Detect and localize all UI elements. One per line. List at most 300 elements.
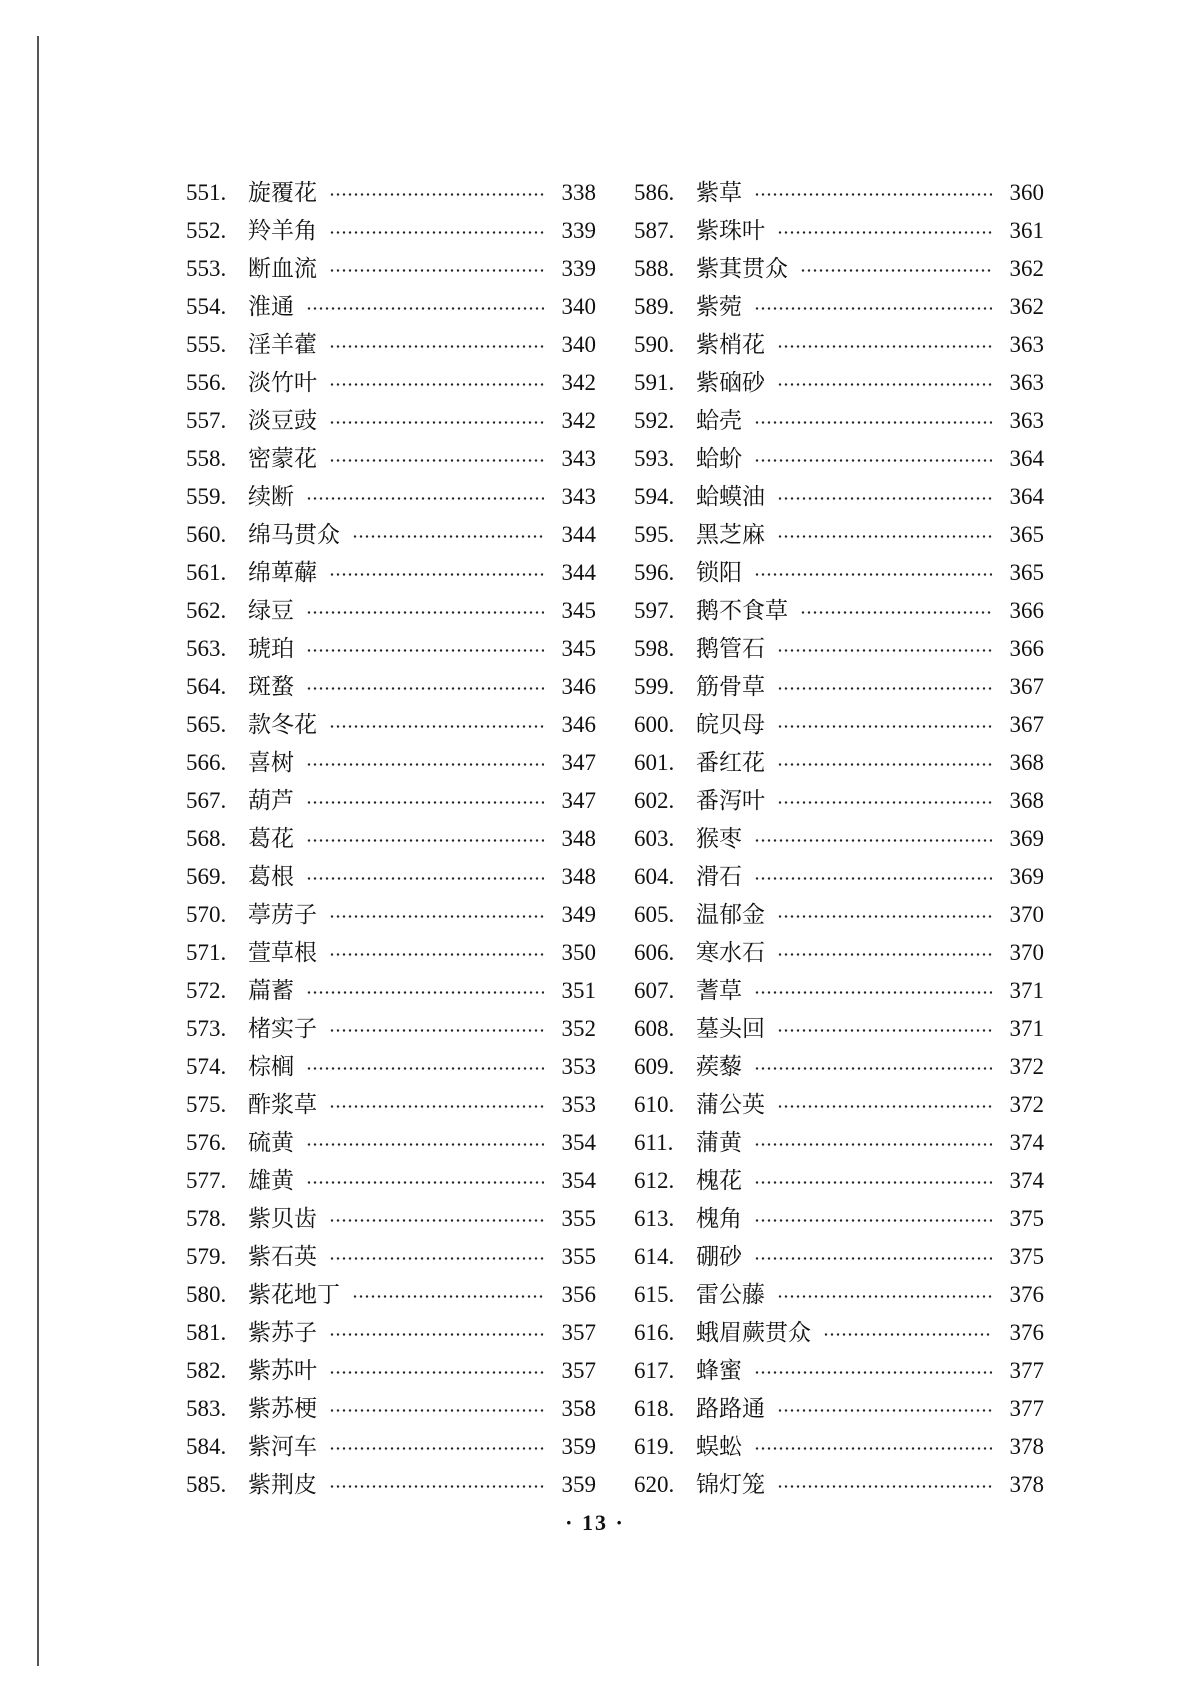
entry-title: 紫苏子 — [248, 1320, 317, 1346]
dot-leader — [329, 1219, 544, 1222]
entry-page-number: 362 — [1009, 256, 1044, 281]
entry-page-number: 367 — [1009, 674, 1044, 699]
entry-number: 587. — [634, 218, 675, 243]
entry-page-number: 338 — [561, 180, 596, 205]
toc-entry — [634, 1352, 1044, 1390]
entry-page-number: 359 — [561, 1472, 596, 1497]
dot-leader — [800, 269, 992, 272]
toc-entry — [634, 212, 1044, 250]
dot-leader — [329, 383, 544, 386]
entry-page-number: 343 — [561, 484, 596, 509]
toc-entry — [186, 364, 596, 402]
dot-leader — [754, 421, 992, 424]
dot-leader — [777, 725, 992, 728]
toc-entry — [186, 1086, 596, 1124]
entry-number: 619. — [634, 1434, 675, 1459]
entry-page-number: 363 — [1009, 370, 1044, 395]
dot-leader — [306, 877, 544, 880]
entry-page-number: 370 — [1009, 940, 1044, 965]
entry-number: 556. — [186, 370, 227, 395]
entry-page-number: 357 — [561, 1358, 596, 1383]
entry-number: 611. — [634, 1130, 674, 1155]
toc-entry — [186, 630, 596, 668]
dot-leader — [352, 1295, 544, 1298]
entry-number: 555. — [186, 332, 227, 357]
entry-title: 淫羊藿 — [248, 332, 317, 358]
toc-entry — [634, 858, 1044, 896]
entry-page-number: 370 — [1009, 902, 1044, 927]
entry-title: 酢浆草 — [248, 1092, 317, 1118]
entry-number: 592. — [634, 408, 675, 433]
entry-title: 蛤蚧 — [696, 446, 742, 472]
entry-page-number: 353 — [561, 1054, 596, 1079]
dot-leader — [754, 877, 992, 880]
dot-leader — [352, 535, 544, 538]
toc-entry — [634, 706, 1044, 744]
entry-page-number: 340 — [561, 294, 596, 319]
entry-number: 586. — [634, 180, 675, 205]
dot-leader — [306, 497, 544, 500]
entry-number: 607. — [634, 978, 675, 1003]
entry-title: 款冬花 — [248, 712, 317, 738]
entry-title: 槐花 — [696, 1168, 742, 1194]
toc-entry — [634, 1276, 1044, 1314]
toc-entry — [634, 1466, 1044, 1504]
toc-column-right — [634, 174, 1044, 1504]
entry-title: 筋骨草 — [696, 674, 765, 700]
entry-number: 617. — [634, 1358, 675, 1383]
entry-number: 581. — [186, 1320, 227, 1345]
dot-leader — [329, 953, 544, 956]
entry-number: 568. — [186, 826, 227, 851]
dot-leader — [754, 839, 992, 842]
entry-page-number: 340 — [561, 332, 596, 357]
entry-title: 蒺藜 — [696, 1054, 742, 1080]
dot-leader — [329, 231, 544, 234]
dot-leader — [754, 573, 992, 576]
toc-entry — [186, 478, 596, 516]
toc-entry — [634, 1238, 1044, 1276]
dot-leader — [329, 1409, 544, 1412]
dot-leader — [329, 345, 544, 348]
dot-leader — [329, 421, 544, 424]
toc-entry — [634, 972, 1044, 1010]
entry-page-number: 377 — [1009, 1396, 1044, 1421]
entry-page-number: 357 — [561, 1320, 596, 1345]
entry-title: 绵萆薢 — [248, 560, 317, 586]
entry-title: 琥珀 — [248, 636, 294, 662]
entry-number: 594. — [634, 484, 675, 509]
toc-entry — [634, 896, 1044, 934]
entry-number: 595. — [634, 522, 675, 547]
entry-number: 554. — [186, 294, 227, 319]
entry-number: 614. — [634, 1244, 675, 1269]
entry-title: 雄黄 — [248, 1168, 294, 1194]
entry-title: 滑石 — [696, 864, 742, 890]
entry-title: 鹅不食草 — [696, 598, 788, 624]
toc-entry — [634, 288, 1044, 326]
dot-leader — [306, 687, 544, 690]
entry-title: 蒲公英 — [696, 1092, 765, 1118]
dot-leader — [329, 1371, 544, 1374]
entry-number: 574. — [186, 1054, 227, 1079]
entry-number: 580. — [186, 1282, 227, 1307]
dot-leader — [754, 991, 992, 994]
entry-title: 蒲黄 — [696, 1130, 742, 1156]
entry-number: 561. — [186, 560, 227, 585]
entry-page-number: 345 — [561, 598, 596, 623]
entry-title: 葛花 — [248, 826, 294, 852]
entry-title: 紫梢花 — [696, 332, 765, 358]
entry-number: 616. — [634, 1320, 675, 1345]
entry-number: 606. — [634, 940, 675, 965]
toc-entry — [634, 174, 1044, 212]
entry-number: 567. — [186, 788, 227, 813]
entry-number: 615. — [634, 1282, 675, 1307]
entry-number: 596. — [634, 560, 675, 585]
entry-title: 蜂蜜 — [696, 1358, 742, 1384]
dot-leader — [306, 1181, 544, 1184]
page-margin-line — [37, 36, 39, 1666]
dot-leader — [329, 725, 544, 728]
entry-title: 猴枣 — [696, 826, 742, 852]
entry-number: 591. — [634, 370, 675, 395]
dot-leader — [329, 1257, 544, 1260]
toc-entry — [186, 820, 596, 858]
entry-number: 564. — [186, 674, 227, 699]
entry-page-number: 346 — [561, 712, 596, 737]
entry-number: 558. — [186, 446, 227, 471]
entry-page-number: 363 — [1009, 408, 1044, 433]
dot-leader — [306, 1067, 544, 1070]
entry-title: 寒水石 — [696, 940, 765, 966]
toc-entry — [186, 174, 596, 212]
entry-number: 573. — [186, 1016, 227, 1041]
entry-page-number: 366 — [1009, 636, 1044, 661]
entry-number: 584. — [186, 1434, 227, 1459]
dot-leader — [306, 839, 544, 842]
toc-entry — [186, 1124, 596, 1162]
dot-leader — [777, 953, 992, 956]
entry-title: 萹蓄 — [248, 978, 294, 1004]
toc-entry — [634, 668, 1044, 706]
entry-title: 萱草根 — [248, 940, 317, 966]
dot-leader — [777, 915, 992, 918]
entry-title: 淮通 — [248, 294, 294, 320]
dot-leader — [777, 231, 992, 234]
entry-number: 578. — [186, 1206, 227, 1231]
toc-entry — [186, 1314, 596, 1352]
entry-title: 楮实子 — [248, 1016, 317, 1042]
entry-page-number: 351 — [561, 978, 596, 1003]
entry-page-number: 377 — [1009, 1358, 1044, 1383]
entry-number: 552. — [186, 218, 227, 243]
toc-entry — [186, 782, 596, 820]
toc-entry — [186, 858, 596, 896]
dot-leader — [754, 193, 992, 196]
dot-leader — [754, 1257, 992, 1260]
entry-title: 紫荆皮 — [248, 1472, 317, 1498]
entry-number: 560. — [186, 522, 227, 547]
dot-leader — [777, 345, 992, 348]
entry-page-number: 355 — [561, 1244, 596, 1269]
entry-page-number: 342 — [561, 408, 596, 433]
entry-number: 609. — [634, 1054, 675, 1079]
toc-entry — [634, 1162, 1044, 1200]
entry-title: 续断 — [248, 484, 294, 510]
entry-page-number: 360 — [1009, 180, 1044, 205]
entry-page-number: 348 — [561, 826, 596, 851]
toc-entry — [186, 1162, 596, 1200]
entry-page-number: 376 — [1009, 1320, 1044, 1345]
entry-page-number: 368 — [1009, 788, 1044, 813]
entry-number: 585. — [186, 1472, 227, 1497]
entry-page-number: 365 — [1009, 560, 1044, 585]
dot-leader — [754, 1371, 992, 1374]
entry-title: 淡竹叶 — [248, 370, 317, 396]
entry-number: 553. — [186, 256, 227, 281]
entry-title: 紫贝齿 — [248, 1206, 317, 1232]
entry-title: 斑蝥 — [248, 674, 294, 700]
entry-number: 598. — [634, 636, 675, 661]
toc-entry — [634, 1314, 1044, 1352]
dot-leader — [777, 763, 992, 766]
dot-leader — [329, 269, 544, 272]
entry-title: 蛤蟆油 — [696, 484, 765, 510]
entry-number: 608. — [634, 1016, 675, 1041]
dot-leader — [306, 611, 544, 614]
toc-entry — [634, 782, 1044, 820]
entry-title: 番红花 — [696, 750, 765, 776]
entry-page-number: 354 — [561, 1130, 596, 1155]
entry-page-number: 343 — [561, 446, 596, 471]
entry-page-number: 378 — [1009, 1472, 1044, 1497]
entry-title: 硼砂 — [696, 1244, 742, 1270]
entry-page-number: 365 — [1009, 522, 1044, 547]
toc-entry — [634, 1124, 1044, 1162]
entry-number: 557. — [186, 408, 227, 433]
entry-number: 612. — [634, 1168, 675, 1193]
toc-entry — [186, 934, 596, 972]
entry-number: 570. — [186, 902, 227, 927]
toc-entry — [634, 1086, 1044, 1124]
page-number: · 13 · — [565, 1510, 625, 1535]
entry-number: 600. — [634, 712, 675, 737]
toc-entry — [634, 934, 1044, 972]
dot-leader — [823, 1333, 992, 1336]
entry-title: 黑芝麻 — [696, 522, 765, 548]
dot-leader — [306, 649, 544, 652]
toc-entry — [634, 1390, 1044, 1428]
entry-number: 603. — [634, 826, 675, 851]
entry-number: 601. — [634, 750, 675, 775]
entry-page-number: 356 — [561, 1282, 596, 1307]
toc-entry — [186, 896, 596, 934]
entry-title: 紫草 — [696, 180, 742, 206]
dot-leader — [306, 307, 544, 310]
entry-page-number: 369 — [1009, 864, 1044, 889]
toc-entry — [186, 1466, 596, 1504]
dot-leader — [329, 1029, 544, 1032]
entry-number: 565. — [186, 712, 227, 737]
entry-number: 613. — [634, 1206, 675, 1231]
entry-title: 路路通 — [696, 1396, 765, 1422]
entry-title: 淡豆豉 — [248, 408, 317, 434]
toc-entry — [186, 706, 596, 744]
entry-page-number: 364 — [1009, 446, 1044, 471]
toc-entry — [634, 1048, 1044, 1086]
entry-number: 597. — [634, 598, 675, 623]
entry-title: 喜树 — [248, 750, 294, 776]
toc-entry — [634, 250, 1044, 288]
toc-entry — [186, 554, 596, 592]
entry-title: 绵马贯众 — [248, 522, 340, 548]
dot-leader — [777, 1029, 992, 1032]
dot-leader — [329, 573, 544, 576]
entry-number: 620. — [634, 1472, 675, 1497]
toc-entry — [634, 364, 1044, 402]
entry-page-number: 358 — [561, 1396, 596, 1421]
entry-title: 槐角 — [696, 1206, 742, 1232]
entry-number: 589. — [634, 294, 675, 319]
entry-page-number: 347 — [561, 788, 596, 813]
entry-page-number: 364 — [1009, 484, 1044, 509]
entry-title: 断血流 — [248, 256, 317, 282]
entry-number: 569. — [186, 864, 227, 889]
entry-number: 610. — [634, 1092, 675, 1117]
toc-entry — [186, 1048, 596, 1086]
entry-title: 紫珠叶 — [696, 218, 765, 244]
dot-leader — [777, 383, 992, 386]
entry-page-number: 374 — [1009, 1130, 1044, 1155]
entry-number: 590. — [634, 332, 675, 357]
entry-title: 紫花地丁 — [248, 1282, 340, 1308]
dot-leader — [800, 611, 992, 614]
entry-title: 紫石英 — [248, 1244, 317, 1270]
entry-number: 562. — [186, 598, 227, 623]
toc-entry — [634, 554, 1044, 592]
entry-title: 紫硇砂 — [696, 370, 765, 396]
toc-entry — [634, 440, 1044, 478]
entry-title: 锁阳 — [696, 560, 742, 586]
dot-leader — [754, 1067, 992, 1070]
entry-title: 蜈蚣 — [696, 1434, 742, 1460]
toc-entry — [186, 250, 596, 288]
entry-title: 紫河车 — [248, 1434, 317, 1460]
entry-title: 葶苈子 — [248, 902, 317, 928]
dot-leader — [777, 535, 992, 538]
entry-number: 571. — [186, 940, 227, 965]
entry-title: 温郁金 — [696, 902, 765, 928]
toc-entry — [634, 516, 1044, 554]
dot-leader — [754, 1143, 992, 1146]
entry-page-number: 339 — [561, 218, 596, 243]
entry-title: 蛾眉蕨贯众 — [696, 1320, 811, 1346]
entry-page-number: 347 — [561, 750, 596, 775]
toc-entry — [186, 1276, 596, 1314]
entry-title: 锦灯笼 — [696, 1472, 765, 1498]
entry-title: 葛根 — [248, 864, 294, 890]
entry-title: 紫苏梗 — [248, 1396, 317, 1422]
toc-entry — [634, 326, 1044, 364]
entry-number: 593. — [634, 446, 675, 471]
entry-number: 551. — [186, 180, 227, 205]
toc-entry — [186, 592, 596, 630]
entry-page-number: 376 — [1009, 1282, 1044, 1307]
entry-page-number: 354 — [561, 1168, 596, 1193]
toc-entry — [186, 744, 596, 782]
dot-leader — [306, 801, 544, 804]
entry-title: 蛤壳 — [696, 408, 742, 434]
entry-number: 583. — [186, 1396, 227, 1421]
entry-page-number: 349 — [561, 902, 596, 927]
entry-page-number: 372 — [1009, 1054, 1044, 1079]
dot-leader — [329, 1447, 544, 1450]
entry-page-number: 371 — [1009, 978, 1044, 1003]
toc-entry — [634, 402, 1044, 440]
entry-page-number: 361 — [1009, 218, 1044, 243]
entry-page-number: 375 — [1009, 1244, 1044, 1269]
entry-title: 蓍草 — [696, 978, 742, 1004]
entry-title: 棕榈 — [248, 1054, 294, 1080]
entry-title: 墓头回 — [696, 1016, 765, 1042]
toc-entry — [634, 744, 1044, 782]
entry-number: 575. — [186, 1092, 227, 1117]
dot-leader — [777, 497, 992, 500]
entry-number: 566. — [186, 750, 227, 775]
entry-page-number: 348 — [561, 864, 596, 889]
toc-entry — [186, 326, 596, 364]
dot-leader — [777, 649, 992, 652]
toc-entry — [186, 1010, 596, 1048]
dot-leader — [754, 1447, 992, 1450]
entry-number: 604. — [634, 864, 675, 889]
entry-number: 576. — [186, 1130, 227, 1155]
entry-title: 紫萁贯众 — [696, 256, 788, 282]
entry-page-number: 346 — [561, 674, 596, 699]
entry-title: 鹅管石 — [696, 636, 765, 662]
entry-number: 572. — [186, 978, 227, 1003]
entry-page-number: 344 — [561, 560, 596, 585]
entry-title: 羚羊角 — [248, 218, 317, 244]
toc-entry — [186, 668, 596, 706]
entry-title: 紫苏叶 — [248, 1358, 317, 1384]
entry-page-number: 369 — [1009, 826, 1044, 851]
entry-page-number: 355 — [561, 1206, 596, 1231]
entry-title: 绿豆 — [248, 598, 294, 624]
toc-entry — [186, 440, 596, 478]
dot-leader — [777, 1485, 992, 1488]
toc-entry — [186, 516, 596, 554]
entry-page-number: 367 — [1009, 712, 1044, 737]
entry-title: 密蒙花 — [248, 446, 317, 472]
entry-page-number: 371 — [1009, 1016, 1044, 1041]
toc-entry — [186, 1428, 596, 1466]
toc-entry — [634, 592, 1044, 630]
entry-page-number: 374 — [1009, 1168, 1044, 1193]
entry-page-number: 368 — [1009, 750, 1044, 775]
entry-page-number: 375 — [1009, 1206, 1044, 1231]
entry-page-number: 345 — [561, 636, 596, 661]
entry-number: 563. — [186, 636, 227, 661]
dot-leader — [754, 307, 992, 310]
entry-page-number: 366 — [1009, 598, 1044, 623]
entry-number: 579. — [186, 1244, 227, 1269]
toc-entry — [634, 1428, 1044, 1466]
entry-number: 599. — [634, 674, 675, 699]
entry-title: 旋覆花 — [248, 180, 317, 206]
toc-entry — [634, 1200, 1044, 1238]
